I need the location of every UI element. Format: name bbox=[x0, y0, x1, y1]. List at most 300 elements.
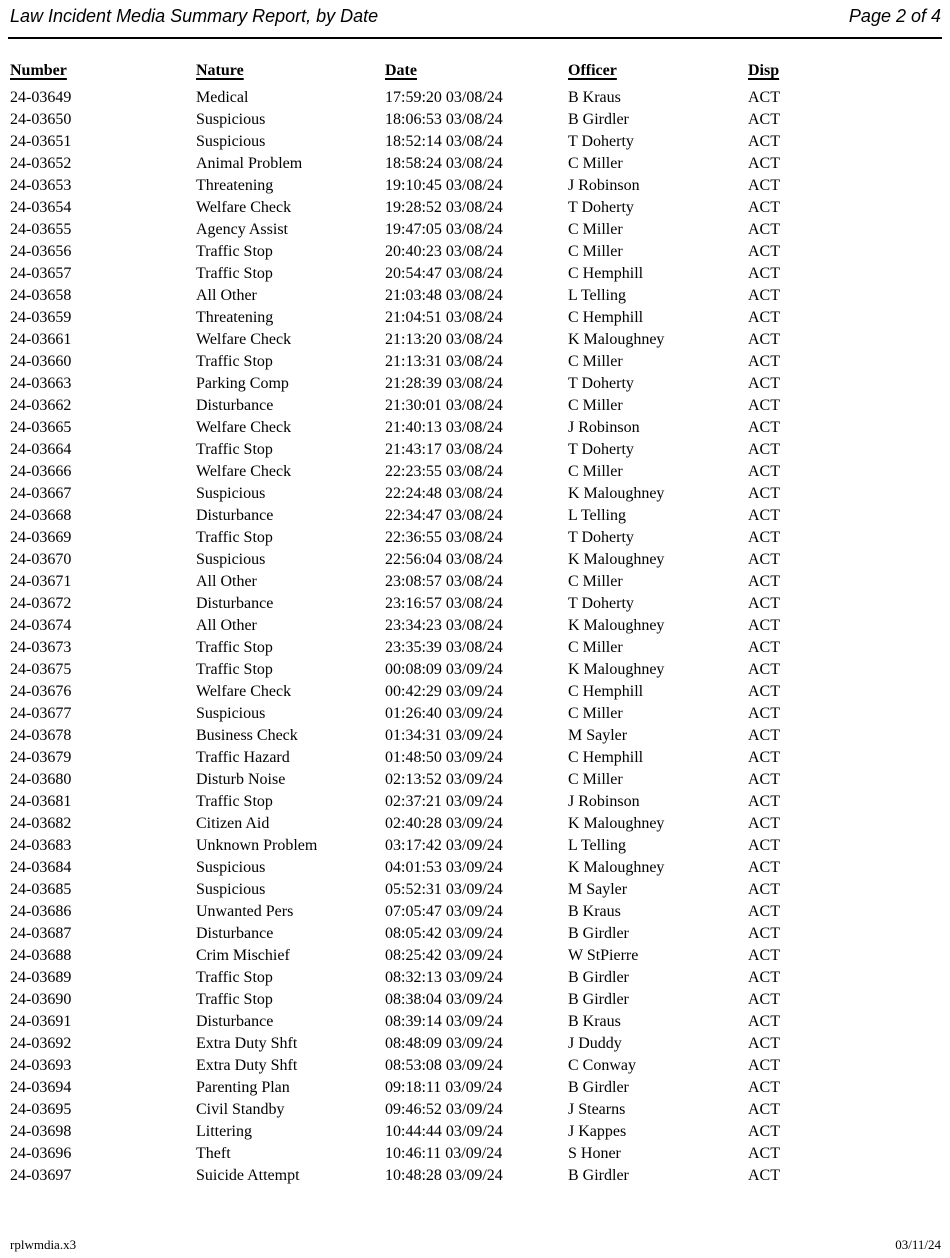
cell-disp: ACT bbox=[748, 1145, 780, 1162]
table-row bbox=[10, 637, 940, 659]
cell-officer: T Doherty bbox=[568, 133, 634, 150]
cell-disp: ACT bbox=[748, 529, 780, 546]
cell-officer: T Doherty bbox=[568, 375, 634, 392]
cell-officer: B Girdler bbox=[568, 969, 629, 986]
table-row bbox=[10, 1143, 940, 1165]
column-header-date: Date bbox=[385, 62, 417, 79]
cell-disp: ACT bbox=[748, 419, 780, 436]
cell-number: 24-03651 bbox=[10, 133, 72, 150]
page-number: Page 2 of 4 bbox=[848, 6, 941, 26]
table-row bbox=[10, 989, 940, 1011]
table-row bbox=[10, 219, 940, 241]
cell-number: 24-03697 bbox=[10, 1167, 72, 1184]
cell-number: 24-03687 bbox=[10, 925, 72, 942]
cell-nature: Traffic Stop bbox=[196, 639, 273, 656]
cell-disp: ACT bbox=[748, 1167, 780, 1184]
cell-number: 24-03654 bbox=[10, 199, 72, 216]
table-row bbox=[10, 131, 940, 153]
cell-nature: Crim Mischief bbox=[196, 947, 290, 964]
cell-number: 24-03690 bbox=[10, 991, 72, 1008]
cell-disp: ACT bbox=[748, 551, 780, 568]
cell-date: 07:05:47 03/09/24 bbox=[385, 903, 503, 920]
cell-date: 02:40:28 03/09/24 bbox=[385, 815, 503, 832]
cell-disp: ACT bbox=[748, 749, 780, 766]
cell-date: 20:54:47 03/08/24 bbox=[385, 265, 503, 282]
cell-number: 24-03656 bbox=[10, 243, 72, 260]
cell-number: 24-03653 bbox=[10, 177, 72, 194]
cell-disp: ACT bbox=[748, 287, 780, 304]
cell-number: 24-03659 bbox=[10, 309, 72, 326]
table-row bbox=[10, 813, 940, 835]
cell-number: 24-03673 bbox=[10, 639, 72, 656]
cell-officer: M Sayler bbox=[568, 727, 628, 744]
cell-nature: Citizen Aid bbox=[196, 815, 270, 832]
cell-nature: Agency Assist bbox=[196, 221, 288, 238]
cell-date: 22:36:55 03/08/24 bbox=[385, 529, 503, 546]
cell-disp: ACT bbox=[748, 991, 780, 1008]
table-row bbox=[10, 241, 940, 263]
cell-disp: ACT bbox=[748, 485, 780, 502]
cell-nature: Traffic Stop bbox=[196, 353, 273, 370]
cell-number: 24-03652 bbox=[10, 155, 72, 172]
cell-nature: Traffic Stop bbox=[196, 243, 273, 260]
table-row bbox=[10, 1077, 940, 1099]
cell-officer: T Doherty bbox=[568, 199, 634, 216]
cell-officer: K Maloughney bbox=[568, 815, 665, 832]
cell-number: 24-03686 bbox=[10, 903, 72, 920]
cell-date: 01:48:50 03/09/24 bbox=[385, 749, 503, 766]
report-footer bbox=[10, 1238, 941, 1252]
table-row bbox=[10, 373, 940, 395]
cell-disp: ACT bbox=[748, 155, 780, 172]
table-row bbox=[10, 835, 940, 857]
cell-disp: ACT bbox=[748, 925, 780, 942]
cell-disp: ACT bbox=[748, 199, 780, 216]
cell-date: 22:23:55 03/08/24 bbox=[385, 463, 503, 480]
cell-number: 24-03685 bbox=[10, 881, 72, 898]
cell-date: 01:34:31 03/09/24 bbox=[385, 727, 503, 744]
cell-nature: All Other bbox=[196, 617, 257, 634]
cell-date: 23:08:57 03/08/24 bbox=[385, 573, 503, 590]
cell-date: 18:06:53 03/08/24 bbox=[385, 111, 503, 128]
cell-date: 20:40:23 03/08/24 bbox=[385, 243, 503, 260]
table-row bbox=[10, 307, 940, 329]
table-row bbox=[10, 175, 940, 197]
cell-nature: Parking Comp bbox=[196, 375, 289, 392]
cell-number: 24-03675 bbox=[10, 661, 72, 678]
cell-nature: Theft bbox=[196, 1145, 231, 1162]
cell-number: 24-03678 bbox=[10, 727, 72, 744]
cell-date: 08:53:08 03/09/24 bbox=[385, 1057, 503, 1074]
table-row bbox=[10, 1055, 940, 1077]
cell-nature: Suspicious bbox=[196, 859, 266, 876]
cell-disp: ACT bbox=[748, 793, 780, 810]
cell-nature: Suspicious bbox=[196, 881, 266, 898]
cell-disp: ACT bbox=[748, 221, 780, 238]
table-row bbox=[10, 791, 940, 813]
column-header-number: Number bbox=[10, 62, 67, 79]
table-row bbox=[10, 593, 940, 615]
table-row bbox=[10, 153, 940, 175]
table-row bbox=[10, 505, 940, 527]
cell-officer: B Girdler bbox=[568, 925, 629, 942]
cell-officer: T Doherty bbox=[568, 529, 634, 546]
cell-officer: J Duddy bbox=[568, 1035, 622, 1052]
cell-disp: ACT bbox=[748, 969, 780, 986]
cell-date: 21:28:39 03/08/24 bbox=[385, 375, 503, 392]
cell-officer: C Miller bbox=[568, 155, 623, 172]
cell-disp: ACT bbox=[748, 1123, 780, 1140]
cell-number: 24-03674 bbox=[10, 617, 72, 634]
cell-nature: Disturbance bbox=[196, 595, 274, 612]
table-row bbox=[10, 197, 940, 219]
cell-number: 24-03657 bbox=[10, 265, 72, 282]
header-divider-rule bbox=[8, 37, 942, 39]
table-row bbox=[10, 549, 940, 571]
cell-date: 08:05:42 03/09/24 bbox=[385, 925, 503, 942]
cell-nature: Traffic Stop bbox=[196, 529, 273, 546]
cell-disp: ACT bbox=[748, 353, 780, 370]
cell-officer: C Miller bbox=[568, 463, 623, 480]
cell-officer: C Hemphill bbox=[568, 749, 644, 766]
cell-disp: ACT bbox=[748, 375, 780, 392]
cell-date: 08:48:09 03/09/24 bbox=[385, 1035, 503, 1052]
cell-officer: C Conway bbox=[568, 1057, 636, 1074]
cell-disp: ACT bbox=[748, 309, 780, 326]
cell-date: 21:30:01 03/08/24 bbox=[385, 397, 503, 414]
cell-date: 10:48:28 03/09/24 bbox=[385, 1167, 503, 1184]
column-header-nature: Nature bbox=[196, 62, 244, 79]
cell-date: 08:38:04 03/09/24 bbox=[385, 991, 503, 1008]
cell-nature: Suspicious bbox=[196, 551, 266, 568]
cell-date: 17:59:20 03/08/24 bbox=[385, 89, 503, 106]
table-row bbox=[10, 1121, 940, 1143]
cell-date: 09:18:11 03/09/24 bbox=[385, 1079, 503, 1096]
table-row bbox=[10, 527, 940, 549]
table-row bbox=[10, 1165, 940, 1187]
cell-officer: K Maloughney bbox=[568, 331, 665, 348]
cell-nature: Disturbance bbox=[196, 507, 274, 524]
cell-nature: Welfare Check bbox=[196, 419, 292, 436]
cell-officer: C Miller bbox=[568, 397, 623, 414]
cell-officer: C Miller bbox=[568, 221, 623, 238]
cell-nature: Welfare Check bbox=[196, 199, 292, 216]
cell-officer: C Miller bbox=[568, 639, 623, 656]
table-row bbox=[10, 87, 940, 109]
cell-nature: Suspicious bbox=[196, 485, 266, 502]
table-row bbox=[10, 857, 940, 879]
cell-number: 24-03695 bbox=[10, 1101, 72, 1118]
cell-date: 18:52:14 03/08/24 bbox=[385, 133, 503, 150]
cell-nature: Traffic Stop bbox=[196, 793, 273, 810]
cell-date: 19:28:52 03/08/24 bbox=[385, 199, 503, 216]
cell-number: 24-03649 bbox=[10, 89, 72, 106]
cell-nature: Welfare Check bbox=[196, 331, 292, 348]
cell-date: 01:26:40 03/09/24 bbox=[385, 705, 503, 722]
cell-number: 24-03662 bbox=[10, 397, 72, 414]
cell-nature: All Other bbox=[196, 573, 257, 590]
cell-officer: B Kraus bbox=[568, 1013, 621, 1030]
cell-officer: J Robinson bbox=[568, 793, 640, 810]
cell-nature: Business Check bbox=[196, 727, 298, 744]
cell-nature: Unknown Problem bbox=[196, 837, 318, 854]
cell-nature: Threatening bbox=[196, 309, 274, 326]
cell-date: 19:10:45 03/08/24 bbox=[385, 177, 503, 194]
table-row bbox=[10, 681, 940, 703]
cell-disp: ACT bbox=[748, 771, 780, 788]
cell-disp: ACT bbox=[748, 837, 780, 854]
cell-nature: Disturb Noise bbox=[196, 771, 286, 788]
cell-date: 00:42:29 03/09/24 bbox=[385, 683, 503, 700]
cell-officer: K Maloughney bbox=[568, 485, 665, 502]
cell-date: 22:34:47 03/08/24 bbox=[385, 507, 503, 524]
cell-officer: J Robinson bbox=[568, 419, 640, 436]
cell-officer: W StPierre bbox=[568, 947, 639, 964]
table-row bbox=[10, 901, 940, 923]
cell-nature: Suicide Attempt bbox=[196, 1167, 300, 1184]
cell-nature: Suspicious bbox=[196, 111, 266, 128]
table-row bbox=[10, 747, 940, 769]
cell-date: 21:13:31 03/08/24 bbox=[385, 353, 503, 370]
cell-number: 24-03667 bbox=[10, 485, 72, 502]
cell-date: 02:37:21 03/09/24 bbox=[385, 793, 503, 810]
table-row bbox=[10, 263, 940, 285]
cell-officer: T Doherty bbox=[568, 595, 634, 612]
cell-disp: ACT bbox=[748, 111, 780, 128]
cell-officer: B Girdler bbox=[568, 1167, 629, 1184]
incident-table bbox=[10, 62, 940, 1187]
table-row bbox=[10, 967, 940, 989]
cell-disp: ACT bbox=[748, 727, 780, 744]
cell-date: 22:56:04 03/08/24 bbox=[385, 551, 503, 568]
cell-number: 24-03677 bbox=[10, 705, 72, 722]
cell-officer: S Honer bbox=[568, 1145, 621, 1162]
cell-number: 24-03669 bbox=[10, 529, 72, 546]
cell-number: 24-03693 bbox=[10, 1057, 72, 1074]
cell-date: 23:34:23 03/08/24 bbox=[385, 617, 503, 634]
cell-date: 21:03:48 03/08/24 bbox=[385, 287, 503, 304]
column-header-disp: Disp bbox=[748, 62, 780, 79]
cell-officer: C Miller bbox=[568, 243, 623, 260]
table-row bbox=[10, 1099, 940, 1121]
table-body bbox=[10, 87, 940, 1187]
cell-officer: C Miller bbox=[568, 353, 623, 370]
cell-officer: B Girdler bbox=[568, 111, 629, 128]
cell-officer: C Hemphill bbox=[568, 265, 644, 282]
cell-nature: Suspicious bbox=[196, 133, 266, 150]
cell-disp: ACT bbox=[748, 595, 780, 612]
cell-nature: Disturbance bbox=[196, 397, 274, 414]
table-row bbox=[10, 615, 940, 637]
table-row bbox=[10, 703, 940, 725]
cell-disp: ACT bbox=[748, 705, 780, 722]
cell-number: 24-03698 bbox=[10, 1123, 72, 1140]
cell-date: 19:47:05 03/08/24 bbox=[385, 221, 503, 238]
cell-officer: K Maloughney bbox=[568, 551, 665, 568]
cell-nature: Civil Standby bbox=[196, 1101, 285, 1118]
cell-number: 24-03684 bbox=[10, 859, 72, 876]
cell-number: 24-03694 bbox=[10, 1079, 72, 1096]
cell-number: 24-03672 bbox=[10, 595, 72, 612]
cell-officer: J Stearns bbox=[568, 1101, 626, 1118]
table-row bbox=[10, 923, 940, 945]
table-row bbox=[10, 945, 940, 967]
cell-disp: ACT bbox=[748, 463, 780, 480]
cell-number: 24-03671 bbox=[10, 573, 72, 590]
cell-number: 24-03670 bbox=[10, 551, 72, 568]
cell-officer: T Doherty bbox=[568, 441, 634, 458]
table-row bbox=[10, 109, 940, 131]
cell-nature: Welfare Check bbox=[196, 463, 292, 480]
table-row bbox=[10, 1011, 940, 1033]
cell-number: 24-03660 bbox=[10, 353, 72, 370]
cell-officer: M Sayler bbox=[568, 881, 628, 898]
cell-number: 24-03658 bbox=[10, 287, 72, 304]
cell-disp: ACT bbox=[748, 1057, 780, 1074]
cell-officer: C Miller bbox=[568, 573, 623, 590]
cell-number: 24-03666 bbox=[10, 463, 72, 480]
cell-nature: Extra Duty Shft bbox=[196, 1057, 298, 1074]
cell-date: 00:08:09 03/09/24 bbox=[385, 661, 503, 678]
cell-disp: ACT bbox=[748, 89, 780, 106]
cell-number: 24-03661 bbox=[10, 331, 72, 348]
cell-officer: C Miller bbox=[568, 771, 623, 788]
cell-date: 03:17:42 03/09/24 bbox=[385, 837, 503, 854]
table-row bbox=[10, 769, 940, 791]
table-row bbox=[10, 1033, 940, 1055]
cell-nature: Disturbance bbox=[196, 1013, 274, 1030]
table-row bbox=[10, 659, 940, 681]
cell-disp: ACT bbox=[748, 573, 780, 590]
cell-number: 24-03680 bbox=[10, 771, 72, 788]
table-row bbox=[10, 439, 940, 461]
cell-number: 24-03668 bbox=[10, 507, 72, 524]
cell-date: 08:32:13 03/09/24 bbox=[385, 969, 503, 986]
table-row bbox=[10, 725, 940, 747]
cell-officer: L Telling bbox=[568, 507, 626, 524]
cell-number: 24-03663 bbox=[10, 375, 72, 392]
cell-disp: ACT bbox=[748, 177, 780, 194]
cell-nature: Traffic Stop bbox=[196, 661, 273, 678]
cell-date: 18:58:24 03/08/24 bbox=[385, 155, 503, 172]
cell-number: 24-03696 bbox=[10, 1145, 72, 1162]
cell-date: 22:24:48 03/08/24 bbox=[385, 485, 503, 502]
cell-disp: ACT bbox=[748, 661, 780, 678]
cell-nature: Disturbance bbox=[196, 925, 274, 942]
cell-date: 04:01:53 03/09/24 bbox=[385, 859, 503, 876]
print-date: 03/11/24 bbox=[895, 1237, 941, 1252]
cell-number: 24-03692 bbox=[10, 1035, 72, 1052]
cell-officer: J Kappes bbox=[568, 1123, 627, 1140]
cell-nature: Unwanted Pers bbox=[196, 903, 294, 920]
cell-nature: Welfare Check bbox=[196, 683, 292, 700]
cell-number: 24-03688 bbox=[10, 947, 72, 964]
cell-officer: L Telling bbox=[568, 837, 626, 854]
cell-date: 23:16:57 03/08/24 bbox=[385, 595, 503, 612]
cell-number: 24-03691 bbox=[10, 1013, 72, 1030]
cell-nature: All Other bbox=[196, 287, 257, 304]
cell-disp: ACT bbox=[748, 441, 780, 458]
cell-number: 24-03676 bbox=[10, 683, 72, 700]
cell-disp: ACT bbox=[748, 507, 780, 524]
cell-officer: C Hemphill bbox=[568, 683, 644, 700]
cell-nature: Traffic Stop bbox=[196, 441, 273, 458]
cell-disp: ACT bbox=[748, 903, 780, 920]
report-id: rplwmdia.x3 bbox=[10, 1237, 77, 1252]
cell-officer: B Kraus bbox=[568, 903, 621, 920]
cell-disp: ACT bbox=[748, 133, 780, 150]
cell-number: 24-03682 bbox=[10, 815, 72, 832]
cell-nature: Littering bbox=[196, 1123, 252, 1140]
table-row bbox=[10, 285, 940, 307]
cell-officer: B Girdler bbox=[568, 991, 629, 1008]
cell-disp: ACT bbox=[748, 815, 780, 832]
cell-disp: ACT bbox=[748, 1101, 780, 1118]
cell-date: 21:13:20 03/08/24 bbox=[385, 331, 503, 348]
table-row bbox=[10, 395, 940, 417]
table-row bbox=[10, 879, 940, 901]
cell-date: 08:25:42 03/09/24 bbox=[385, 947, 503, 964]
cell-officer: B Girdler bbox=[568, 1079, 629, 1096]
cell-officer: C Miller bbox=[568, 705, 623, 722]
cell-officer: K Maloughney bbox=[568, 859, 665, 876]
cell-disp: ACT bbox=[748, 265, 780, 282]
cell-date: 05:52:31 03/09/24 bbox=[385, 881, 503, 898]
cell-disp: ACT bbox=[748, 947, 780, 964]
column-header-officer: Officer bbox=[568, 62, 617, 79]
cell-number: 24-03681 bbox=[10, 793, 72, 810]
cell-disp: ACT bbox=[748, 397, 780, 414]
table-header bbox=[10, 62, 940, 87]
cell-nature: Extra Duty Shft bbox=[196, 1035, 298, 1052]
report-header bbox=[10, 5, 941, 27]
cell-nature: Suspicious bbox=[196, 705, 266, 722]
cell-disp: ACT bbox=[748, 639, 780, 656]
cell-nature: Traffic Hazard bbox=[196, 749, 290, 766]
cell-nature: Medical bbox=[196, 89, 249, 106]
cell-date: 10:44:44 03/09/24 bbox=[385, 1123, 503, 1140]
table-row bbox=[10, 351, 940, 373]
table-row bbox=[10, 483, 940, 505]
cell-nature: Animal Problem bbox=[196, 155, 303, 172]
table-row bbox=[10, 571, 940, 593]
cell-disp: ACT bbox=[748, 881, 780, 898]
cell-date: 02:13:52 03/09/24 bbox=[385, 771, 503, 788]
cell-nature: Threatening bbox=[196, 177, 274, 194]
cell-nature: Traffic Stop bbox=[196, 265, 273, 282]
cell-number: 24-03655 bbox=[10, 221, 72, 238]
cell-date: 09:46:52 03/09/24 bbox=[385, 1101, 503, 1118]
cell-disp: ACT bbox=[748, 617, 780, 634]
cell-disp: ACT bbox=[748, 243, 780, 260]
cell-disp: ACT bbox=[748, 331, 780, 348]
cell-officer: B Kraus bbox=[568, 89, 621, 106]
cell-nature: Parenting Plan bbox=[196, 1079, 290, 1096]
cell-number: 24-03664 bbox=[10, 441, 72, 458]
cell-date: 08:39:14 03/09/24 bbox=[385, 1013, 503, 1030]
cell-disp: ACT bbox=[748, 859, 780, 876]
cell-nature: Traffic Stop bbox=[196, 969, 273, 986]
cell-officer: K Maloughney bbox=[568, 661, 665, 678]
cell-officer: L Telling bbox=[568, 287, 626, 304]
cell-officer: J Robinson bbox=[568, 177, 640, 194]
cell-date: 21:40:13 03/08/24 bbox=[385, 419, 503, 436]
page-title: Law Incident Media Summary Report, by Date bbox=[10, 6, 379, 26]
cell-number: 24-03665 bbox=[10, 419, 72, 436]
table-row bbox=[10, 417, 940, 439]
table-row bbox=[10, 329, 940, 351]
cell-officer: K Maloughney bbox=[568, 617, 665, 634]
